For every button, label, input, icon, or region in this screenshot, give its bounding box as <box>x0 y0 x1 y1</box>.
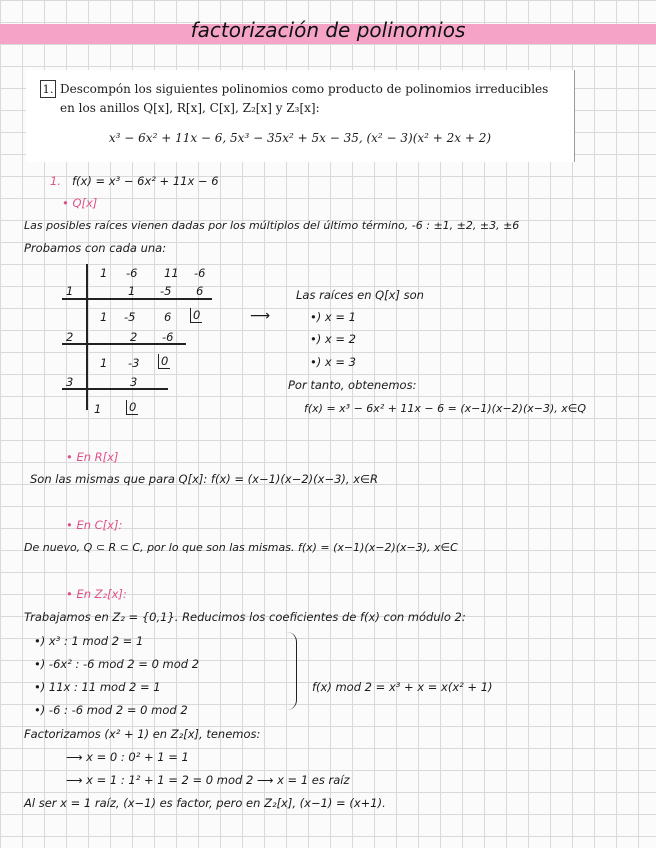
exercise-polynomials: x³ − 6x² + 11x − 6, 5x³ − 35x² + 5x − 35, (x² − 3)(x² + 2x + 2) <box>108 131 492 145</box>
ruffini-cell: -5 <box>124 310 136 324</box>
z2-result: f(x) mod 2 = x³ + x = x(x² + 1) <box>312 680 493 694</box>
factor-line: Factorizamos (x² + 1) en Z₂[x], tenemos: <box>24 727 261 741</box>
ruffini-cell: -6 <box>162 330 174 344</box>
z2-item: •) x³ : 1 mod 2 = 1 <box>34 634 144 648</box>
factor-q: f(x) = x³ − 6x² + 11x − 6 = (x−1)(x−2)(x−3), x∈Q <box>304 402 587 415</box>
ruffini-line-1 <box>62 298 212 300</box>
ruffini-remainder: 0 <box>190 308 202 323</box>
exercise-statement: Descompón los siguientes polinomios como producto de polinomios irreducibles en los anillos Q[x], R[x], C[x], Z₂[x] y Z₃[x]: <box>60 82 549 115</box>
ruffini-root: 3 <box>66 375 74 389</box>
z2-item: •) -6x² : -6 mod 2 = 0 mod 2 <box>34 657 200 671</box>
q-heading: • Q[x] <box>62 196 98 210</box>
ruffini-cell: 1 <box>100 356 108 370</box>
try-line: Probamos con cada una: <box>24 241 167 255</box>
item-number: 1. <box>50 174 61 188</box>
ruffini-root: 1 <box>66 284 74 298</box>
ruffini-cell: -5 <box>160 284 172 298</box>
ruffini-remainder: 0 <box>158 354 170 369</box>
z2-item: •) -6 : -6 mod 2 = 0 mod 2 <box>34 703 188 717</box>
root-item: •) x = 1 <box>310 310 356 324</box>
roots-line: Las posibles raíces vienen dadas por los múltiplos del último término, -6 : ±1, ±2, ±3, ±6 <box>24 219 520 232</box>
ruffini-cell: 11 <box>164 266 179 280</box>
ruffini-cell: 6 <box>164 310 172 324</box>
ruffini-cell: 1 <box>128 284 136 298</box>
ruffini-cell: -3 <box>128 356 140 370</box>
r-heading: • En R[x] <box>66 450 119 464</box>
c-heading: • En C[x]: <box>66 518 123 532</box>
ruffini-line-3 <box>62 388 168 390</box>
arrow-icon: ⟶ <box>250 308 271 324</box>
r-line: Son las mismas que para Q[x]: f(x) = (x−1)(x−2)(x−3), x∈R <box>30 472 379 486</box>
z2-intro: Trabajamos en Z₂ = {0,1}. Reducimos los coeficientes de f(x) con módulo 2: <box>24 610 466 624</box>
brace <box>286 632 297 710</box>
ruffini-root: 2 <box>66 330 74 344</box>
exercise-number: 1. <box>40 80 56 98</box>
root-item: •) x = 3 <box>310 355 356 369</box>
ruffini-remainder: 0 <box>126 400 138 415</box>
conclusion-line: Al ser x = 1 raíz, (x−1) es factor, pero en Z₂[x], (x−1) = (x+1). <box>24 796 386 810</box>
ruffini-cell: 1 <box>94 402 102 416</box>
page-title: factorización de polinomios <box>190 18 466 42</box>
try-one: ⟶ x = 1 : 1² + 1 = 2 = 0 mod 2 ⟶ x = 1 es raíz <box>66 773 350 787</box>
root-item: •) x = 2 <box>310 332 356 346</box>
ruffini-cell: 1 <box>100 310 108 324</box>
z2-item: •) 11x : 11 mod 2 = 1 <box>34 680 161 694</box>
ruffini-cell: 6 <box>196 284 204 298</box>
ruffini-cell: -6 <box>194 266 206 280</box>
ruffini-cell: 2 <box>130 330 138 344</box>
ruffini-cell: 3 <box>130 375 138 389</box>
ruffini-cell: 1 <box>100 266 108 280</box>
therefore-line: Por tanto, obtenemos: <box>288 378 417 392</box>
try-zero: ⟶ x = 0 : 0² + 1 = 1 <box>66 750 189 764</box>
c-line: De nuevo, Q ⊂ R ⊂ C, por lo que son las mismas. f(x) = (x−1)(x−2)(x−3), x∈C <box>24 541 458 554</box>
roots-title: Las raíces en Q[x] son <box>296 288 424 302</box>
item-polynomial: f(x) = x³ − 6x² + 11x − 6 <box>72 174 219 188</box>
ruffini-cell: -6 <box>126 266 138 280</box>
z2-heading: • En Z₂[x]: <box>66 587 127 601</box>
